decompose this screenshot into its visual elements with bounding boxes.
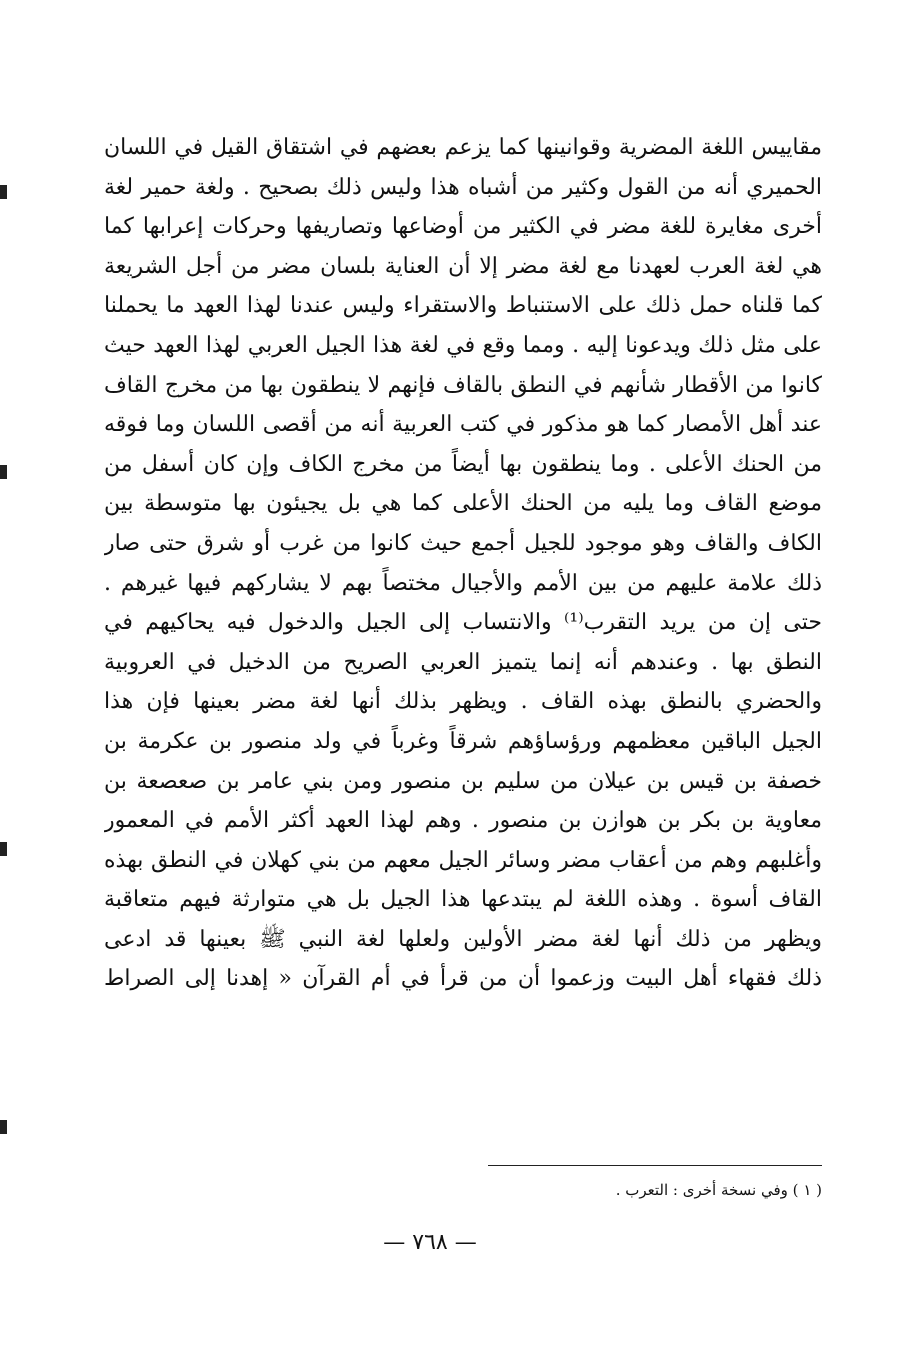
text-line: والحضري بالنطق بهذه القاف . ويظهر بذلك أنها لغة مضر بعينها فإن هذا xyxy=(104,689,822,715)
text-line: الكاف والقاف وهو موجود للجيل أجمع حيث كانوا من غرب أو شرق حتى صار xyxy=(104,530,822,556)
page-edge-mark xyxy=(0,465,7,479)
text-line: النطق بها . وعندهم أنه إنما يتميز العربي الصريح من الدخيل في العروبية xyxy=(104,649,822,675)
footnote: ( ١ ) وفي نسخة أخرى : التعرب . xyxy=(615,1181,822,1199)
text-line: معاوية بن بكر بن هوازن بن منصور . وهم لهذا العهد أكثر الأمم في المعمور xyxy=(104,808,822,834)
text-line: ذلك فقهاء أهل البيت وزعموا أن من قرأ في أم القرآن « إهدنا إلى الصراط xyxy=(104,966,822,992)
text-line: هي لغة العرب لعهدنا مع لغة مضر إلا أن العناية بلسان مضر من أجل الشريعة xyxy=(104,253,822,279)
text-line: خصفة بن قيس بن عيلان من سليم بن منصور ومن بني عامر بن صعصعة بن xyxy=(104,768,822,794)
text-line: ذلك علامة عليهم من بين الأمم والأجيال مختصاً بهم لا يشاركهم فيها غيرهم . xyxy=(104,570,822,596)
text-line: الجيل الباقين معظمهم ورؤساؤهم شرقاً وغرباً في ولد منصور بن عكرمة بن xyxy=(104,728,822,754)
page-number: — ٧٦٨ — xyxy=(383,1230,477,1255)
footnote-divider xyxy=(488,1165,822,1166)
page-edge-mark xyxy=(0,1120,7,1134)
text-line: كانوا من الأقطار شأنهم في النطق بالقاف فإنهم لا ينطقون بها من مخرج القاف xyxy=(104,372,822,398)
text-line: القاف أسوة . وهذه اللغة لم يبتدعها هذا الجيل بل هي متوارثة فيهم متعاقبة xyxy=(104,887,822,913)
text-line: ويظهر من ذلك أنها لغة مضر الأولين ولعلها لغة النبي ﷺ بعينها قد ادعى xyxy=(104,926,822,952)
text-line: وأغلبهم وهم من أعقاب مضر وسائر الجيل معهم من بني كهلان في النطق بهذه xyxy=(104,847,822,873)
page-edge-mark xyxy=(0,185,7,199)
text-line: مقاييس اللغة المضرية وقوانينها كما يزعم بعضهم في اشتقاق القيل في اللسان xyxy=(104,135,822,160)
text-line: الحميري أنه من القول وكثير من أشباه هذا وليس ذلك بصحيح . ولغة حمير لغة xyxy=(104,174,822,200)
text-line: على مثل ذلك ويدعونا إليه . ومما وقع في لغة هذا الجيل العربي لهذا العهد حيث xyxy=(104,332,822,358)
text-line: كما قلناه حمل ذلك على الاستنباط والاستقراء وليس عندنا لهذا العهد ما يحملنا xyxy=(104,293,822,319)
text-line: حتى إن من يريد التقرب⁽¹⁾ والانتساب إلى الجيل والدخول فيه يحاكيهم في xyxy=(104,610,822,636)
text-line: موضع القاف وما يليه من الحنك الأعلى كما هي بل يجيئون بها متوسطة بين xyxy=(104,491,822,517)
text-line: من الحنك الأعلى . وما ينطقون بها أيضاً من مخرج الكاف وإن كان أسفل من xyxy=(104,451,822,477)
text-line: أخرى مغايرة للغة مضر في الكثير من أوضاعها وتصاريفها وحركات إعرابها كما xyxy=(104,214,822,240)
page-edge-mark xyxy=(0,842,7,856)
text-line: عند أهل الأمصار كما هو مذكور في كتب العربية أنه من أقصى اللسان وما فوقه xyxy=(104,412,822,438)
body-text xyxy=(104,128,822,999)
